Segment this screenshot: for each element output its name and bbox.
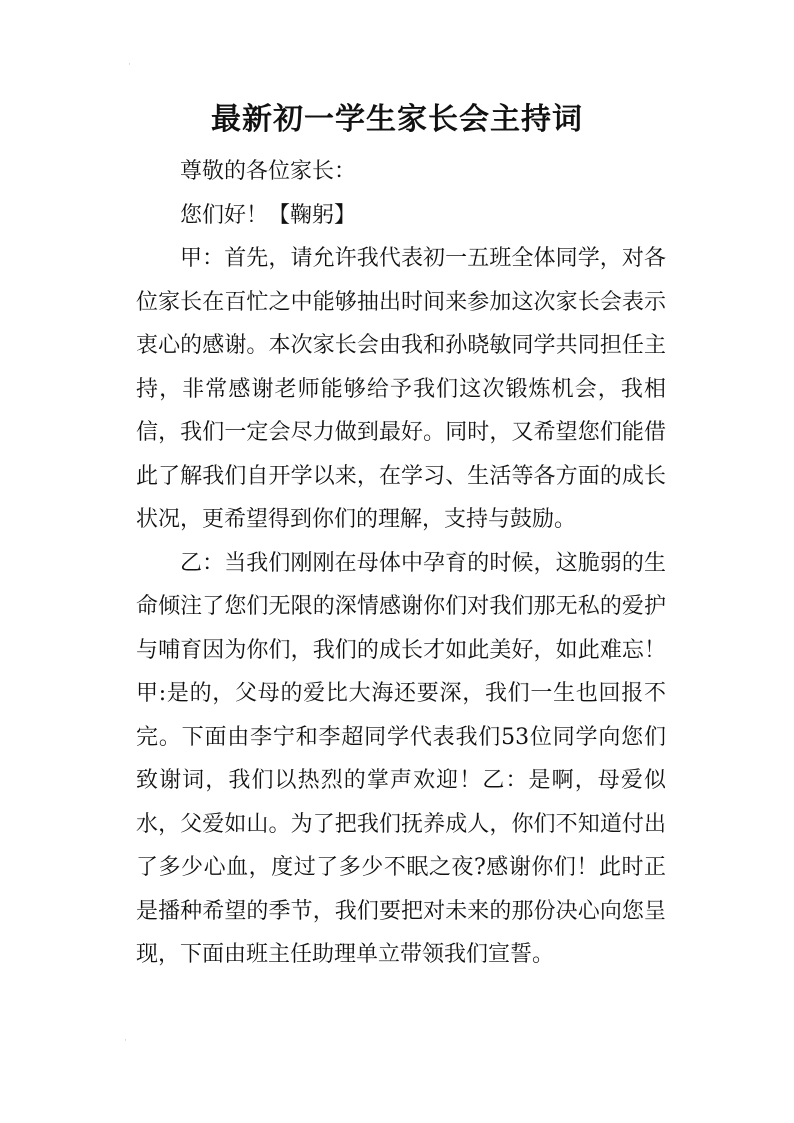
greeting: 您们好！【鞠躬】 — [180, 202, 357, 228]
scan-dot-mark: · — [128, 60, 131, 70]
paragraph-host-b-thanks: 乙：当我们刚刚在母体中孕育的时候，这脆弱的生命倾注了您们无限的深情感谢你们对我们那无私的爱护与哺育因为你们，我们的成长才如此美好，如此难忘！甲:是的，父母的爱比大海还要深，我们一生也回报不完。下面由李宁和李超同学代表我们53位同学向您们致谢词，我们以热烈的掌声欢迎！乙：是啊，母爱似水，父爱如山。为了把我们抚养成人，你们不知道付出了多少心血，度过了多少不眠之夜?感谢你们！此时正是播种希望的季节，我们要把对未来的那份决心向您呈现，下面由班主任助理单立带领我们宣誓。 — [136, 550, 666, 967]
document-body — [136, 150, 666, 977]
paragraph-host-a-opening: 甲：首先，请允许我代表初一五班全体同学，对各位家长在百忙之中能够抽出时间来参加这次家长会表示衷心的感谢。本次家长会由我和孙晓敏同学共同担任主持，非常感谢老师能够给予我们这次锻炼机会，我相信，我们一定会尽力做到最好。同时，又希望您们能借此了解我们自开学以来，在学习、生活等各方面的成长状况，更希望得到你们的理解，支持与鼓励。 — [136, 246, 666, 532]
document-title: 最新初一学生家长会主持词 — [211, 102, 583, 137]
salutation: 尊敬的各位家长： — [180, 159, 357, 184]
scan-dot-mark: · — [124, 1036, 127, 1046]
